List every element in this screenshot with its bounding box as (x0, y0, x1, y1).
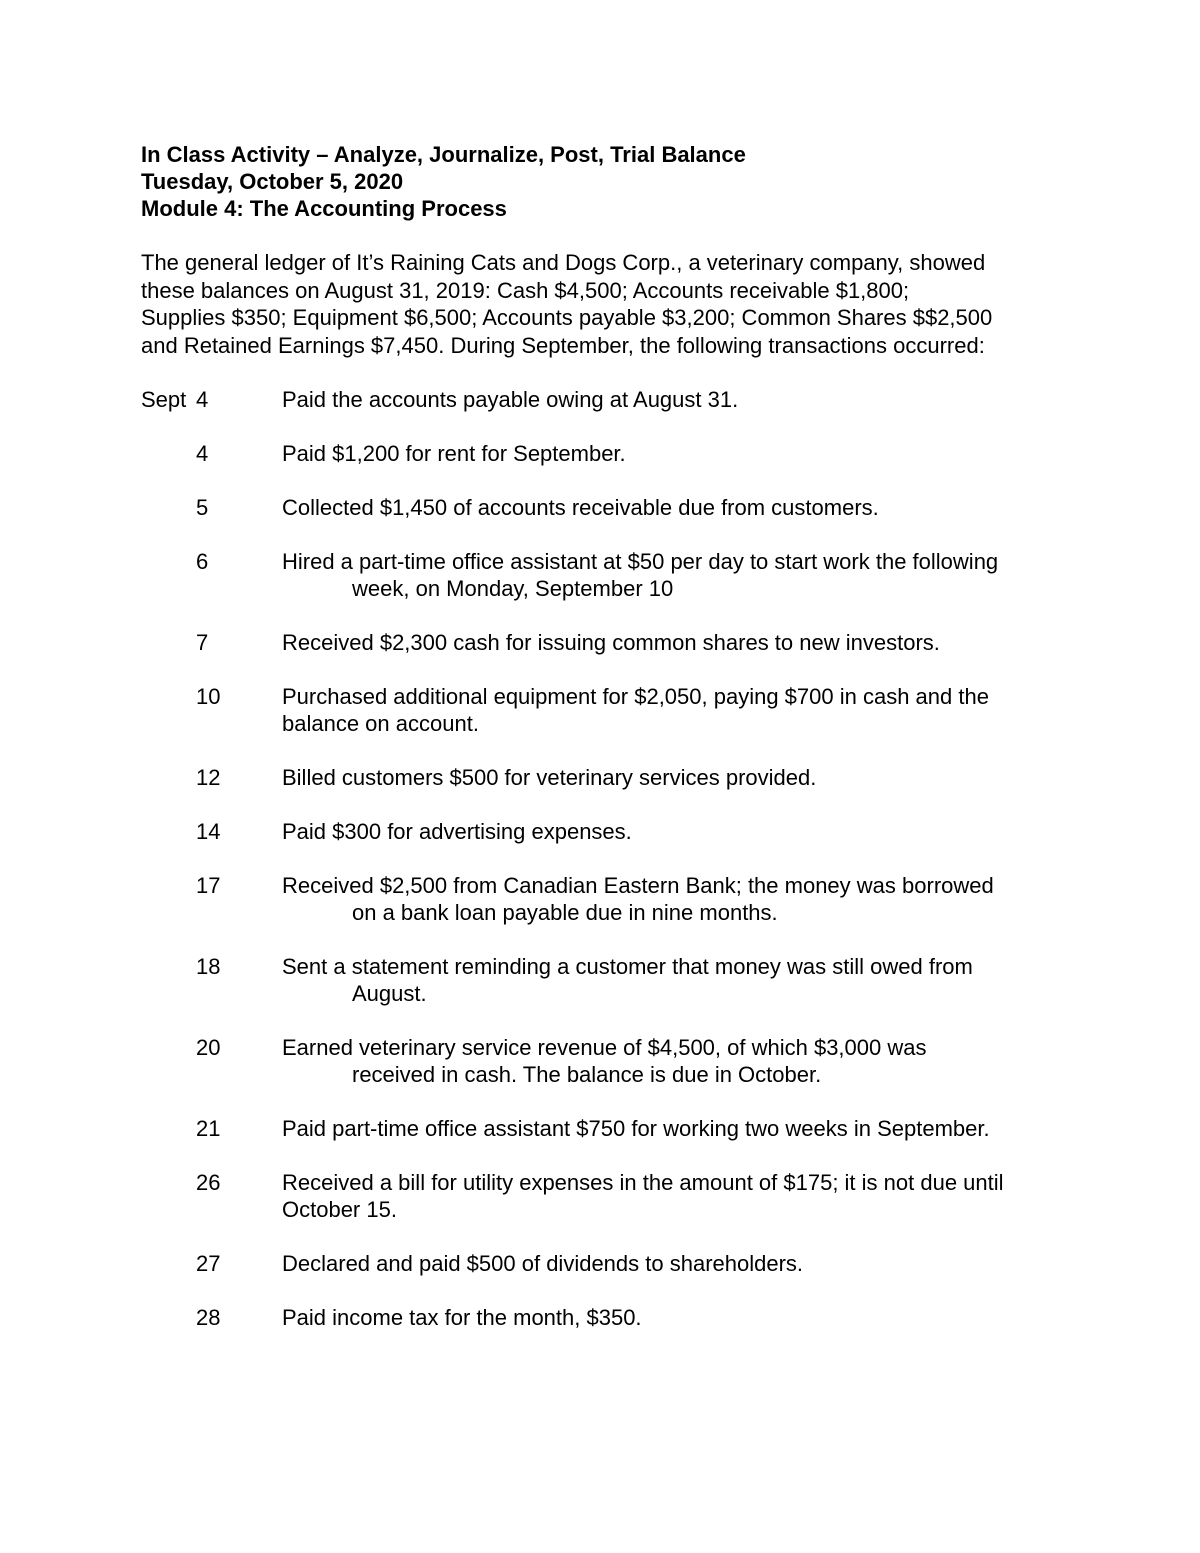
transaction-item (141, 818, 1071, 845)
transaction-day: 17 (196, 873, 221, 898)
transaction-day: 5 (196, 495, 209, 520)
transaction-item (141, 683, 1071, 737)
transaction-day: 20 (196, 1035, 221, 1060)
document-date: Tuesday, October 5, 2020 (141, 169, 404, 194)
transaction-description (282, 494, 1071, 521)
transaction-line: Collected $1,450 of accounts receivable due from customers. (282, 495, 879, 520)
intro-line: Supplies $350; Equipment $6,500; Accounts payable $3,200; Common Shares $$2,500 (141, 305, 993, 330)
transaction-item (141, 764, 1071, 791)
transaction-description (282, 953, 1071, 1007)
transaction-line: August. (352, 981, 427, 1006)
transaction-line: October 15. (282, 1197, 397, 1222)
transaction-description (282, 1034, 1071, 1088)
transaction-day: 4 (196, 387, 209, 412)
transaction-day: 10 (196, 684, 221, 709)
transaction-item (141, 953, 1071, 1007)
transaction-item (141, 1169, 1071, 1223)
transaction-line: Earned veterinary service revenue of $4,500, of which $3,000 was (282, 1035, 927, 1060)
transaction-line: on a bank loan payable due in nine months. (352, 900, 778, 925)
transaction-line: week, on Monday, September 10 (352, 576, 674, 601)
transaction-item (141, 548, 1071, 602)
transaction-day: 18 (196, 954, 221, 979)
transaction-item (141, 386, 1071, 413)
intro-line: and Retained Earnings $7,450. During September, the following transactions occurred: (141, 332, 985, 358)
transaction-day: 26 (196, 1170, 221, 1195)
transaction-item (141, 1250, 1071, 1277)
transaction-line: Paid part-time office assistant $750 for working two weeks in September. (282, 1116, 990, 1141)
transaction-item (141, 494, 1071, 521)
transaction-line: Purchased additional equipment for $2,050, paying $700 in cash and the (282, 684, 989, 709)
transaction-description (282, 872, 1071, 926)
transaction-line: Hired a part-time office assistant at $50 per day to start work the following (282, 549, 999, 574)
document-title: In Class Activity – Analyze, Journalize, Post, Trial Balance (141, 142, 746, 167)
transaction-description (282, 1169, 1071, 1223)
transaction-item (141, 440, 1071, 467)
transaction-description (282, 764, 1071, 791)
transaction-item (141, 872, 1071, 926)
transaction-description (282, 440, 1071, 467)
transaction-line: Paid $1,200 for rent for September. (282, 441, 626, 466)
transaction-day: 7 (196, 630, 209, 655)
intro-line: these balances on August 31, 2019: Cash $4,500; Accounts receivable $1,800; (141, 277, 910, 303)
transaction-item (141, 1034, 1071, 1088)
transaction-description (282, 1115, 1071, 1142)
transaction-line: Sent a statement reminding a customer that money was still owed from (282, 954, 973, 979)
transaction-day: 6 (196, 549, 209, 574)
transaction-item (141, 629, 1071, 656)
transaction-item (141, 1304, 1071, 1331)
transaction-description (282, 629, 1071, 656)
transaction-month: Sept (141, 387, 187, 412)
transaction-line: Received a bill for utility expenses in the amount of $175; it is not due until (282, 1170, 1004, 1195)
transaction-day: 28 (196, 1305, 221, 1330)
transaction-line: Received $2,500 from Canadian Eastern Bank; the money was borrowed (282, 873, 994, 898)
transaction-description (282, 548, 1071, 602)
transaction-day: 14 (196, 819, 221, 844)
transaction-day: 4 (196, 441, 209, 466)
transaction-line: Received $2,300 cash for issuing common shares to new investors. (282, 630, 940, 655)
transaction-day: 21 (196, 1116, 221, 1141)
transaction-line: balance on account. (282, 711, 479, 736)
transaction-line: Paid income tax for the month, $350. (282, 1305, 642, 1330)
transaction-description (282, 683, 1071, 737)
transaction-line: Paid $300 for advertising expenses. (282, 819, 632, 844)
document-module: Module 4: The Accounting Process (141, 196, 507, 221)
transaction-description (282, 386, 1071, 413)
transaction-day: 27 (196, 1251, 221, 1276)
transaction-list (141, 386, 1071, 1331)
transaction-item (141, 1115, 1071, 1142)
transaction-description (282, 818, 1071, 845)
transaction-line: Declared and paid $500 of dividends to shareholders. (282, 1251, 804, 1276)
transaction-line: Paid the accounts payable owing at August 31. (282, 387, 739, 412)
document-page (141, 141, 1071, 1358)
transaction-day: 12 (196, 765, 221, 790)
transaction-description (282, 1250, 1071, 1277)
transaction-line: Billed customers $500 for veterinary services provided. (282, 765, 817, 790)
intro-line: The general ledger of It’s Raining Cats and Dogs Corp., a veterinary company, showed (141, 250, 986, 275)
intro-paragraph (141, 249, 1071, 359)
transaction-description (282, 1304, 1071, 1331)
transaction-line: received in cash. The balance is due in October. (352, 1062, 822, 1087)
